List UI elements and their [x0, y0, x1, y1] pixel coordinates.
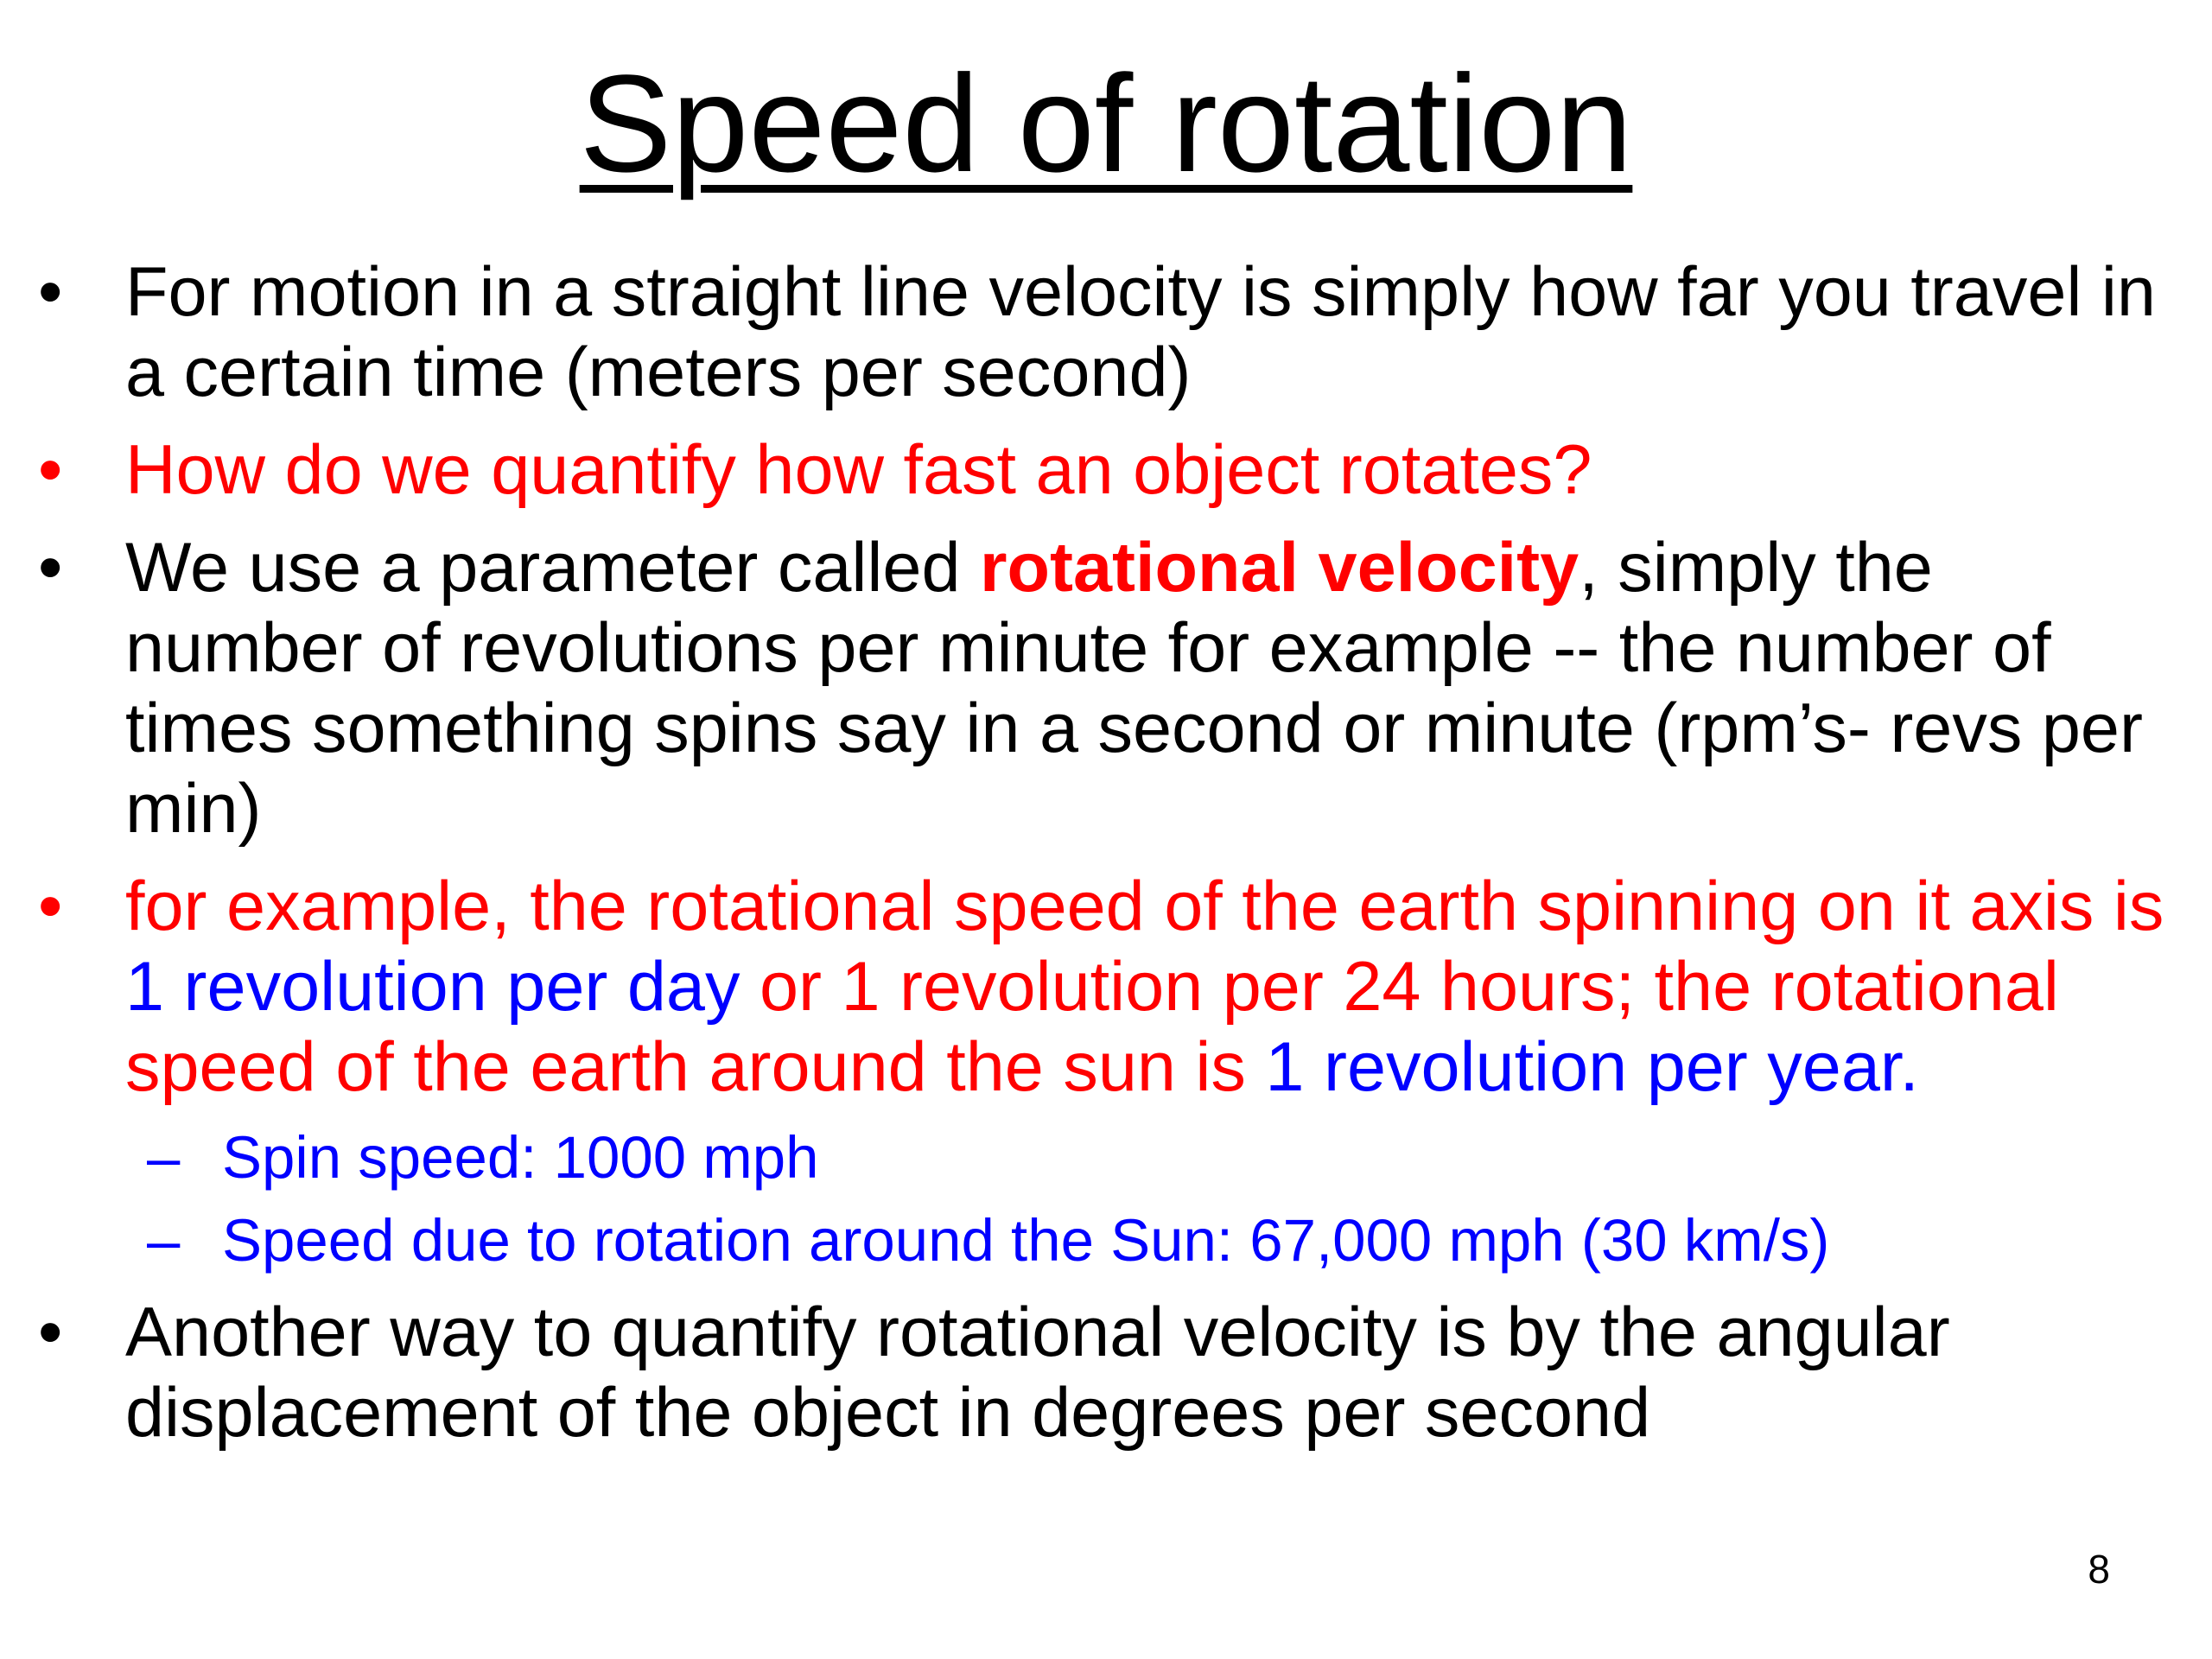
sub-bullet-text: Spin speed: 1000 mph — [222, 1124, 819, 1191]
bullet-item-rotational-velocity — [0, 528, 2212, 849]
sub-bullet-text: Speed due to rotation around the Sun: 67,000 mph (30 km/s) — [222, 1207, 1830, 1274]
bullet-text-part3: or 1 revolution per 24 hours; the rotational speed of the earth around the sun is — [125, 948, 2059, 1106]
bullet-text: How do we quantify how fast an object rotates? — [125, 431, 1592, 509]
bullet-dot-icon: • — [38, 431, 63, 509]
sub-bullet-list — [125, 1123, 2177, 1275]
dash-icon: – — [147, 1207, 181, 1274]
bullet-dot-icon: • — [38, 1294, 63, 1371]
slide-title — [0, 41, 2212, 206]
bullet-item-straight-line — [0, 252, 2212, 413]
bullet-text-after: , simply the number of revolutions per minute for example -- the number of times something spins say in a second or minute (rpm’s- revs per min) — [125, 529, 2143, 848]
bullet-dot-icon: • — [38, 253, 63, 331]
bullet-text-before: We use a parameter called — [125, 529, 981, 607]
bullet-dot-icon: • — [38, 529, 63, 607]
bullet-bold-term: rotational velocity — [980, 529, 1580, 607]
bullet-item-earth-example — [0, 867, 2212, 1275]
bullet-dot-icon: • — [38, 868, 63, 945]
bullet-text-part1: for example, the rotational speed of the earth spinning on it axis is — [125, 868, 2164, 945]
bullet-item-angular-displacement — [0, 1293, 2212, 1453]
bullet-item-question — [0, 430, 2212, 511]
sub-bullet-spin-speed — [0, 1123, 2177, 1192]
page-number: 8 — [2088, 1547, 2110, 1592]
slide-title-text: Speed of rotation — [579, 46, 1633, 200]
dash-icon: – — [147, 1124, 181, 1191]
bullet-text: Another way to quantify rotational velocity is by the angular displacement of the object in degrees per second — [125, 1294, 1950, 1452]
bullet-list — [0, 252, 2212, 1471]
sub-bullet-orbital-speed — [0, 1206, 2177, 1275]
bullet-highlight-per-year: 1 revolution per year. — [1265, 1028, 1919, 1106]
bullet-highlight-per-day: 1 revolution per day — [125, 948, 741, 1026]
bullet-text: For motion in a straight line velocity is simply how far you travel in a certain time (meters per second) — [125, 253, 2156, 411]
